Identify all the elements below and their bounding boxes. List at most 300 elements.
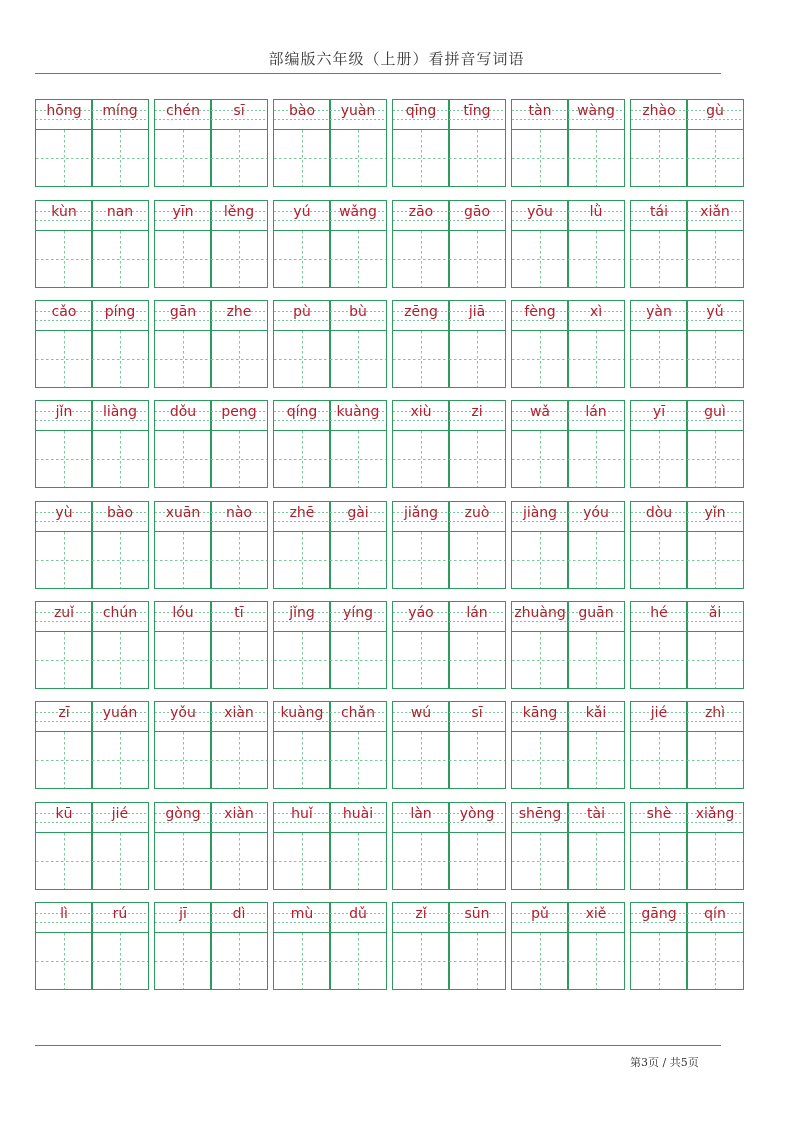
writing-box[interactable] [568,431,624,487]
pinyin-text: nan [106,204,134,220]
word-block [35,902,149,990]
character-cell [686,601,744,689]
writing-box[interactable] [631,632,687,688]
character-cell [630,300,688,388]
writing-box[interactable] [631,532,687,588]
writing-box[interactable] [568,231,624,287]
character-cell [91,300,149,388]
pinyin-lines [512,100,568,130]
pinyin-lines [155,903,211,933]
character-cell [210,701,268,789]
pinyin-text: yuán [102,705,138,721]
writing-box[interactable] [449,331,505,387]
writing-box[interactable] [568,732,624,788]
writing-box[interactable] [274,431,330,487]
pinyin-text: mù [290,906,314,922]
pinyin-lines [36,401,92,431]
pinyin-lines [274,301,330,331]
pinyin-text: jié [650,705,668,721]
character-cell [210,902,268,990]
writing-box[interactable] [449,532,505,588]
pinyin-lines [92,502,148,532]
writing-box[interactable] [393,130,449,186]
writing-box[interactable] [274,231,330,287]
writing-box[interactable] [449,933,505,989]
word-row [35,501,745,589]
word-row [35,300,745,388]
writing-box[interactable] [274,331,330,387]
pinyin-lines [92,903,148,933]
pinyin-lines [568,702,624,732]
character-cell [35,601,93,689]
word-block [630,802,744,890]
pinyin-lines [36,201,92,231]
pinyin-lines [393,803,449,833]
writing-box[interactable] [274,833,330,889]
word-block [154,501,268,589]
pinyin-text: zhuàng [514,605,566,621]
character-cell [273,300,331,388]
writing-box[interactable] [512,532,568,588]
pinyin-lines [211,201,267,231]
pinyin-text: zhe [226,304,252,320]
pinyin-lines [211,301,267,331]
character-cell [91,701,149,789]
writing-box[interactable] [631,130,687,186]
writing-box[interactable] [631,431,687,487]
writing-box[interactable] [274,732,330,788]
pinyin-lines [330,803,386,833]
writing-box[interactable] [155,732,211,788]
writing-box[interactable] [393,231,449,287]
writing-box[interactable] [393,833,449,889]
word-row [35,802,745,890]
pinyin-text: kāng [522,705,558,721]
writing-box[interactable] [330,833,386,889]
word-block [35,200,149,288]
pinyin-text: yàn [646,304,672,320]
writing-box[interactable] [449,130,505,186]
pinyin-text: liàng [102,404,138,420]
writing-box[interactable] [631,732,687,788]
word-block [392,802,506,890]
pinyin-text: qín [704,906,726,922]
writing-box[interactable] [330,231,386,287]
pinyin-lines [449,401,505,431]
writing-box[interactable] [211,231,267,287]
writing-box[interactable] [274,532,330,588]
writing-box[interactable] [36,130,92,186]
writing-box[interactable] [211,130,267,186]
pinyin-text: yáo [408,605,434,621]
pinyin-lines [449,803,505,833]
writing-box[interactable] [449,632,505,688]
writing-box[interactable] [631,331,687,387]
writing-box[interactable] [687,331,743,387]
word-block [273,601,387,689]
pinyin-lines [330,301,386,331]
character-cell [392,902,450,990]
pinyin-text: jiā [468,304,486,320]
writing-box[interactable] [687,231,743,287]
pinyin-text: xiù [410,404,432,420]
writing-box[interactable] [274,130,330,186]
word-block [154,400,268,488]
writing-box[interactable] [330,532,386,588]
writing-box[interactable] [36,431,92,487]
writing-box[interactable] [687,532,743,588]
word-block [511,902,625,990]
pinyin-text: zuǐ [53,605,75,621]
writing-box[interactable] [449,732,505,788]
pinyin-lines [36,702,92,732]
pinyin-text: lán [466,605,488,621]
pinyin-lines [631,401,687,431]
character-cell [511,300,569,388]
writing-box[interactable] [92,632,148,688]
pinyin-lines [155,301,211,331]
page-number: 第3页 / 共5页 [630,1056,699,1069]
pinyin-text: dǒu [169,404,197,420]
writing-box[interactable] [92,130,148,186]
character-cell [392,300,450,388]
pinyin-text: yī [652,404,666,420]
character-cell [329,99,387,187]
writing-box[interactable] [512,431,568,487]
writing-box[interactable] [568,833,624,889]
writing-box[interactable] [330,130,386,186]
writing-box[interactable] [568,130,624,186]
character-cell [91,501,149,589]
writing-box[interactable] [393,732,449,788]
pinyin-text: hōng [46,103,82,119]
pinyin-text: cǎo [51,304,77,320]
word-block [35,701,149,789]
writing-box[interactable] [512,732,568,788]
word-block [273,701,387,789]
pinyin-lines [512,201,568,231]
character-cell [329,902,387,990]
writing-box[interactable] [512,231,568,287]
pinyin-lines [449,301,505,331]
writing-box[interactable] [92,231,148,287]
writing-box[interactable] [512,833,568,889]
writing-box[interactable] [393,331,449,387]
writing-box[interactable] [568,632,624,688]
character-cell [567,501,625,589]
pinyin-lines [211,602,267,632]
character-cell [154,501,212,589]
word-block [154,701,268,789]
writing-box[interactable] [687,933,743,989]
word-block [35,601,149,689]
pinyin-lines [631,201,687,231]
pinyin-lines [687,201,743,231]
character-cell [630,200,688,288]
pinyin-text: jiǎng [403,505,439,521]
writing-box[interactable] [330,331,386,387]
character-cell [210,400,268,488]
writing-box[interactable] [92,833,148,889]
pinyin-lines [274,602,330,632]
writing-box[interactable] [687,130,743,186]
pinyin-text: jié [111,806,129,822]
pinyin-text: gù [706,103,724,119]
writing-box[interactable] [330,632,386,688]
pinyin-lines [211,903,267,933]
pinyin-lines [512,502,568,532]
writing-box[interactable] [449,431,505,487]
pinyin-text: yǐn [704,505,726,521]
pinyin-text: lěng [223,204,255,220]
pinyin-text: jǐn [55,404,73,420]
writing-box[interactable] [155,331,211,387]
pinyin-lines [631,903,687,933]
writing-box[interactable] [274,933,330,989]
character-cell [273,601,331,689]
writing-box[interactable] [687,732,743,788]
pinyin-lines [92,602,148,632]
pinyin-text: yíng [343,605,373,621]
character-cell [511,200,569,288]
pinyin-text: yú [293,204,311,220]
character-cell [273,802,331,890]
pinyin-lines [568,401,624,431]
writing-box[interactable] [211,833,267,889]
writing-box[interactable] [92,331,148,387]
writing-box[interactable] [631,833,687,889]
writing-box[interactable] [155,231,211,287]
pinyin-text: guān [578,605,614,621]
writing-box[interactable] [155,431,211,487]
pinyin-lines [631,702,687,732]
pinyin-lines [155,602,211,632]
character-cell [35,400,93,488]
writing-box[interactable] [92,732,148,788]
writing-box[interactable] [568,933,624,989]
pinyin-text: xiǎn [700,204,730,220]
character-cell [567,902,625,990]
writing-box[interactable] [36,933,92,989]
writing-box[interactable] [631,933,687,989]
writing-box[interactable] [393,632,449,688]
writing-box[interactable] [393,532,449,588]
pinyin-lines [449,903,505,933]
character-cell [91,400,149,488]
writing-box[interactable] [155,933,211,989]
word-block [35,802,149,890]
pinyin-lines [92,803,148,833]
pinyin-lines [449,602,505,632]
writing-box[interactable] [512,130,568,186]
writing-box[interactable] [211,732,267,788]
pinyin-lines [512,401,568,431]
word-block [273,802,387,890]
character-cell [210,601,268,689]
pinyin-text: tái [650,204,668,220]
character-cell [511,99,569,187]
pinyin-lines [393,301,449,331]
writing-box[interactable] [36,532,92,588]
footer-rule [35,1045,721,1046]
pinyin-lines [274,201,330,231]
writing-box[interactable] [211,632,267,688]
character-cell [154,300,212,388]
writing-box[interactable] [274,632,330,688]
pinyin-lines [92,301,148,331]
writing-box[interactable] [393,933,449,989]
word-row [35,200,745,288]
writing-box[interactable] [36,732,92,788]
character-cell [329,400,387,488]
character-cell [630,501,688,589]
pinyin-lines [36,903,92,933]
pinyin-text: zhē [289,505,315,521]
writing-box[interactable] [92,532,148,588]
pinyin-text: sī [471,705,483,721]
writing-box[interactable] [687,431,743,487]
writing-box[interactable] [211,431,267,487]
writing-box[interactable] [568,532,624,588]
character-cell [448,701,506,789]
writing-box[interactable] [36,231,92,287]
word-block [154,601,268,689]
pinyin-lines [393,100,449,130]
writing-box[interactable] [92,431,148,487]
writing-box[interactable] [330,933,386,989]
writing-box[interactable] [36,833,92,889]
character-cell [91,601,149,689]
pinyin-text: sī [233,103,245,119]
word-block [154,99,268,187]
word-row [35,902,745,990]
word-block [392,200,506,288]
word-block [273,902,387,990]
writing-box[interactable] [393,431,449,487]
writing-box[interactable] [92,933,148,989]
writing-box[interactable] [512,632,568,688]
word-block [35,501,149,589]
character-cell [448,902,506,990]
pinyin-lines [92,401,148,431]
pinyin-lines [687,803,743,833]
character-cell [448,200,506,288]
writing-box[interactable] [512,933,568,989]
pinyin-lines [211,401,267,431]
character-cell [686,200,744,288]
pinyin-text: xiǎng [695,806,735,822]
pinyin-text: yǔ [706,304,724,320]
pinyin-lines [512,803,568,833]
pinyin-lines [449,702,505,732]
word-block [273,99,387,187]
pinyin-text: xiàn [224,806,254,822]
writing-box[interactable] [155,532,211,588]
character-cell [392,400,450,488]
pinyin-text: zēng [404,304,438,320]
character-cell [329,501,387,589]
character-cell [686,501,744,589]
character-cell [511,501,569,589]
pinyin-text: guì [704,404,726,420]
pinyin-lines [36,502,92,532]
pinyin-text: shēng [518,806,562,822]
writing-box[interactable] [211,331,267,387]
character-cell [686,400,744,488]
pinyin-text: wàng [577,103,615,119]
character-cell [35,200,93,288]
character-cell [91,902,149,990]
pinyin-text: tī [234,605,244,621]
pinyin-text: yǒu [170,705,196,721]
writing-box[interactable] [36,632,92,688]
character-cell [273,501,331,589]
character-cell [392,200,450,288]
page-title: 部编版六年级（上册）看拼音写词语 [268,50,525,68]
character-cell [329,802,387,890]
word-block [511,99,625,187]
word-block [511,802,625,890]
writing-box[interactable] [687,833,743,889]
pinyin-lines [568,201,624,231]
writing-box[interactable] [155,833,211,889]
writing-box[interactable] [36,331,92,387]
pinyin-text: peng [221,404,257,420]
pinyin-lines [92,100,148,130]
word-block [273,400,387,488]
character-cell [511,601,569,689]
pinyin-lines [687,502,743,532]
word-block [392,99,506,187]
writing-box[interactable] [211,532,267,588]
writing-box[interactable] [568,331,624,387]
writing-box[interactable] [512,331,568,387]
pinyin-text: pǔ [531,906,549,922]
character-cell [154,902,212,990]
character-cell [511,400,569,488]
pinyin-text: huǐ [291,806,313,822]
pinyin-lines [274,100,330,130]
writing-box[interactable] [449,231,505,287]
writing-box[interactable] [155,632,211,688]
writing-box[interactable] [330,431,386,487]
pinyin-text: xì [589,304,603,320]
character-cell [448,802,506,890]
writing-box[interactable] [211,933,267,989]
writing-box[interactable] [449,833,505,889]
writing-box[interactable] [330,732,386,788]
pinyin-text: bù [349,304,367,320]
pinyin-text: zhì [704,705,726,721]
pinyin-text: píng [104,304,136,320]
word-block [273,300,387,388]
pinyin-lines [211,100,267,130]
pinyin-text: xuān [165,505,201,521]
pinyin-lines [568,301,624,331]
character-cell [448,400,506,488]
writing-box[interactable] [155,130,211,186]
word-block [273,200,387,288]
pinyin-text: kuàng [336,404,380,420]
pinyin-lines [687,602,743,632]
character-cell [154,701,212,789]
character-cell [448,300,506,388]
pinyin-text: míng [102,103,138,119]
pinyin-text: gāo [463,204,491,220]
pinyin-text: gān [169,304,197,320]
writing-box[interactable] [687,632,743,688]
writing-box[interactable] [631,231,687,287]
